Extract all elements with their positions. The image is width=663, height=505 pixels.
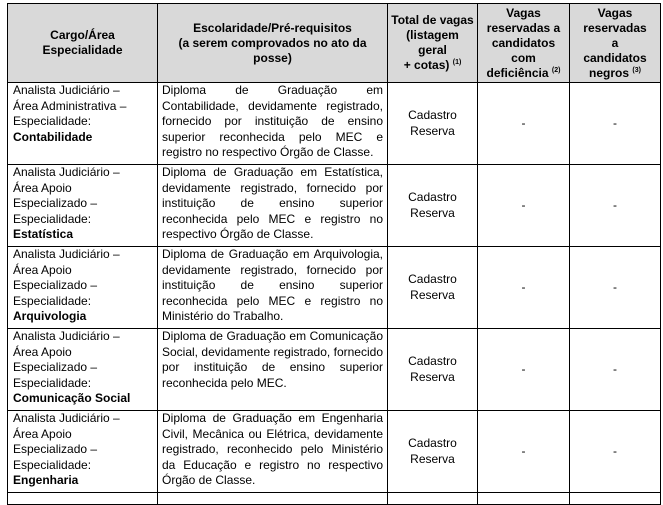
total-vagas-cell: Cadastro Reserva: [388, 247, 478, 329]
especialidade-name: Comunicação Social: [13, 391, 131, 405]
especialidade-name: Contabilidade: [13, 129, 93, 144]
table-row: [8, 83, 661, 165]
vagas-negros-cell: -: [570, 165, 661, 247]
vagas-table: [7, 3, 661, 505]
vagas-deficiencia-cell: -: [478, 329, 570, 411]
header-cargo: Cargo/Área Especialidade: [8, 4, 158, 83]
table-row-partial: [8, 493, 661, 505]
footnote-ref-2: (2): [551, 66, 561, 74]
cargo-cell: Analista Judiciário – Área Apoio Especializado – Especialidade: Engenharia: [8, 411, 158, 493]
table-row: [8, 329, 661, 411]
vagas-negros-cell: -: [570, 329, 661, 411]
header-deficiencia: Vagas reservadas a candidatos com deficiência $^{(2)}$: [478, 4, 570, 83]
vagas-deficiencia-cell: -: [478, 165, 570, 247]
escolaridade-cell: Diploma de Graduação em Comunicação Social, devidamente registrado, fornecido por instituição de ensino superior reconhecida pelo MEC.: [158, 329, 388, 411]
vagas-negros-cell: -: [570, 247, 661, 329]
total-vagas-cell: Cadastro Reserva: [388, 329, 478, 411]
vagas-deficiencia-cell: -: [478, 83, 570, 165]
table-row: [8, 247, 661, 329]
header-escolaridade: Escolaridade/Pré-requisitos (a serem comprovados no ato da posse): [158, 4, 388, 83]
footnote-ref-1: (1): [452, 59, 462, 66]
vagas-negros-cell: -: [570, 411, 661, 493]
vagas-deficiencia-cell: -: [478, 411, 570, 493]
table-row: [8, 411, 661, 493]
header-total-vagas: Total de vagas (listagem geral + cotas) $^{(1)}$: [388, 4, 478, 83]
header-negros: Vagas reservadas a candidatos negros $^{(3)}$: [570, 4, 661, 83]
escolaridade-cell: Diploma de Graduação em Estatística, devidamente registrado, fornecido por instituição de ensino superior reconhecida pelo MEC e registro no respectivo Órgão de Classe.: [158, 165, 388, 247]
cargo-cell: Analista Judiciário – Área Apoio Especializado – Especialidade: Arquivologia: [8, 247, 158, 329]
table-row: [8, 165, 661, 247]
escolaridade-cell: Diploma de Graduação em Arquivologia, devidamente registrado, fornecido por instituição de ensino superior reconhecida pelo MEC e registro no Ministério do Trabalho.: [158, 247, 388, 329]
especialidade-name: Arquivologia: [13, 309, 87, 323]
escolaridade-cell: Diploma de Graduação em Engenharia Civil, Mecânica ou Elétrica, devidamente registrado, reconhecido pelo Ministério da Educação e registro no respectivo Órgão de Classe.: [158, 411, 388, 493]
cargo-cell: Analista Judiciário – Área Apoio Especializado – Especialidade: Estatística: [8, 165, 158, 247]
vagas-deficiencia-cell: -: [478, 247, 570, 329]
especialidade-name: Engenharia: [13, 473, 79, 487]
cargo-cell: Analista Judiciário – Área Administrativa – Especialidade: Contabilidade: [8, 83, 158, 165]
escolaridade-cell: Diploma de Graduação em Contabilidade, devidamente registrado, fornecido por instituição de ensino superior reconhecida pelo MEC e registro no respectivo Órgão de Classe.: [158, 83, 388, 165]
total-vagas-cell: Cadastro Reserva: [388, 165, 478, 247]
total-vagas-cell: Cadastro Reserva: [388, 83, 478, 165]
vagas-negros-cell: -: [570, 83, 661, 165]
footnote-ref-3: (3): [632, 66, 641, 74]
header-row: [8, 4, 661, 83]
especialidade-name: Estatística: [13, 227, 74, 241]
cargo-cell: Analista Judiciário – Área Apoio Especializado – Especialidade: Comunicação Social: [8, 329, 158, 411]
total-vagas-cell: Cadastro Reserva: [388, 411, 478, 493]
